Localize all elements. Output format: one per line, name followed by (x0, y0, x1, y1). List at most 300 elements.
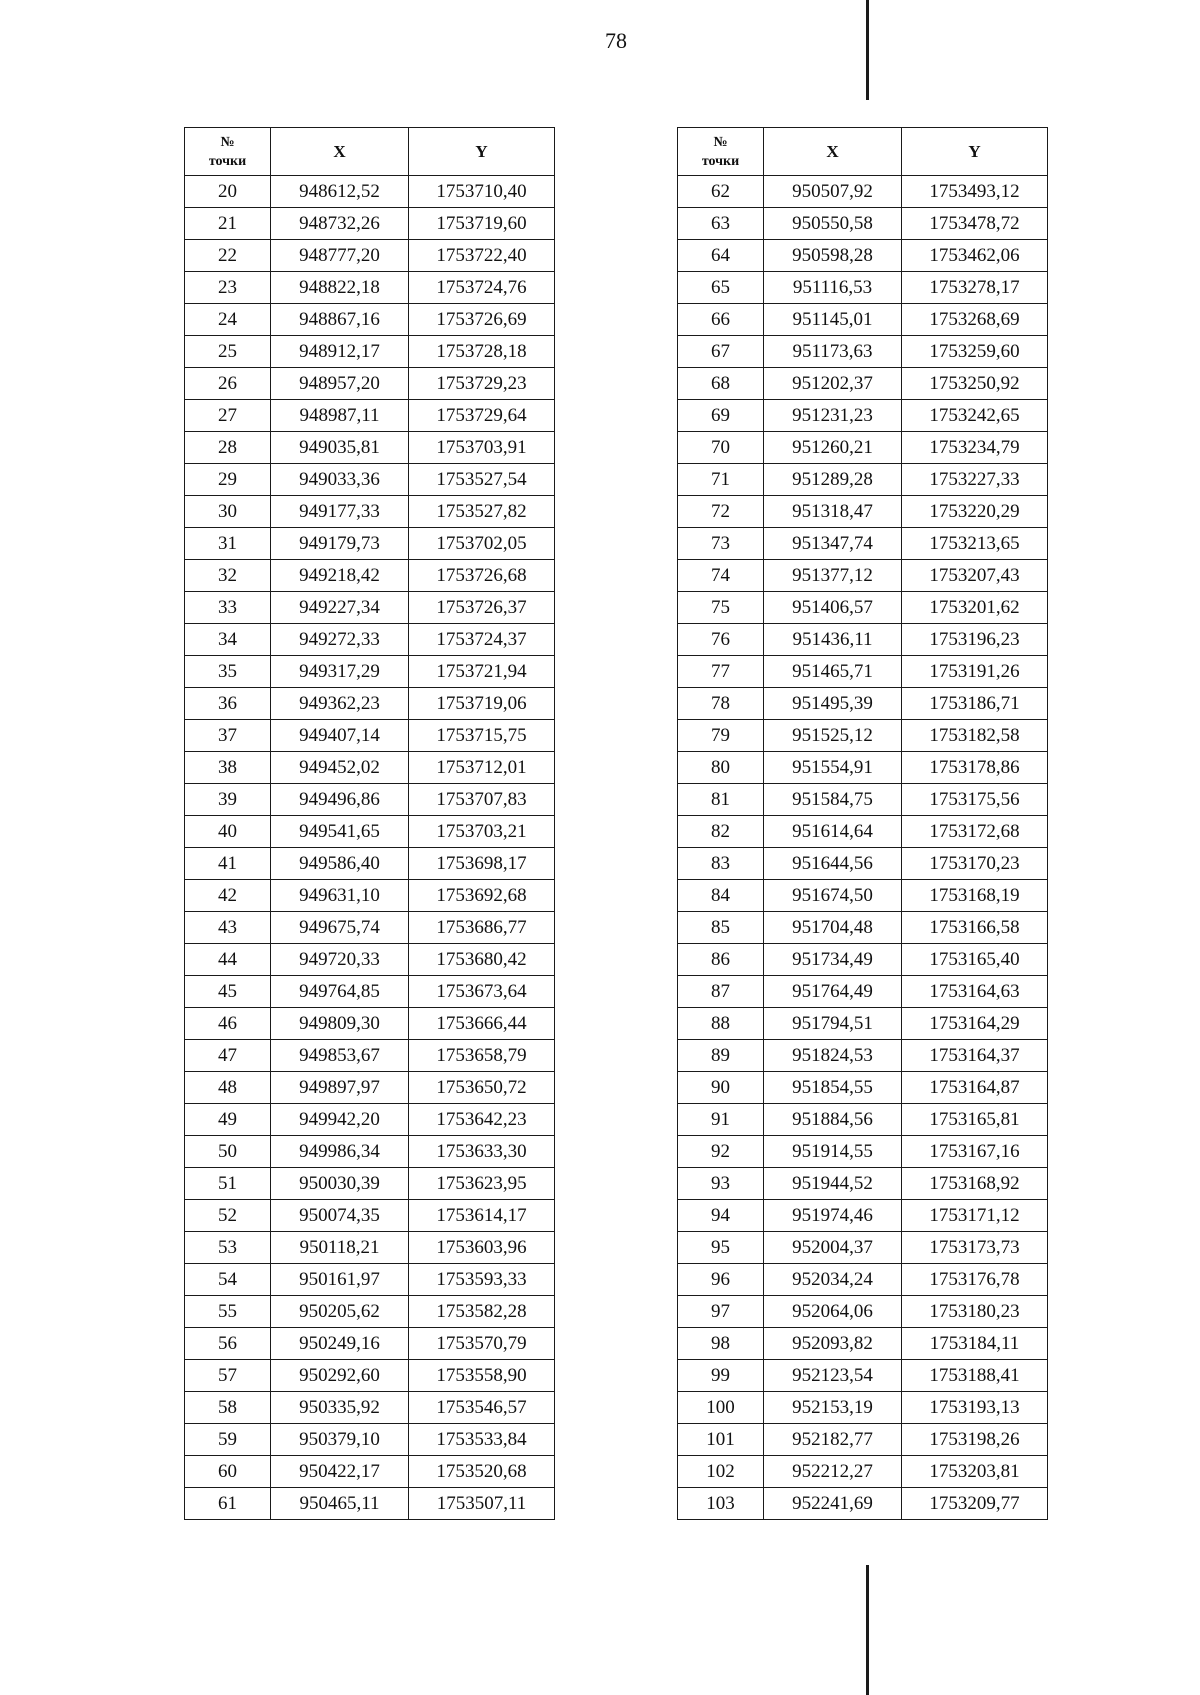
cell-x: 949033,36 (271, 464, 409, 496)
cell-y: 1753507,11 (409, 1488, 555, 1520)
cell-y: 1753493,12 (902, 176, 1048, 208)
cell-point-number: 27 (185, 400, 271, 432)
cell-point-number: 74 (678, 560, 764, 592)
cell-point-number: 23 (185, 272, 271, 304)
cell-x: 951794,51 (764, 1008, 902, 1040)
cell-x: 952182,77 (764, 1424, 902, 1456)
cell-x: 951289,28 (764, 464, 902, 496)
cell-x: 949272,33 (271, 624, 409, 656)
cell-point-number: 63 (678, 208, 764, 240)
cell-point-number: 34 (185, 624, 271, 656)
table-header-row (678, 128, 1048, 176)
cell-point-number: 73 (678, 528, 764, 560)
page-number: 78 (605, 28, 627, 53)
table-row (678, 400, 1048, 432)
cell-point-number: 69 (678, 400, 764, 432)
cell-point-number: 46 (185, 1008, 271, 1040)
cell-y: 1753164,29 (902, 1008, 1048, 1040)
table-row (185, 1072, 555, 1104)
cell-point-number: 76 (678, 624, 764, 656)
cell-x: 952034,24 (764, 1264, 902, 1296)
cell-point-number: 31 (185, 528, 271, 560)
cell-point-number: 99 (678, 1360, 764, 1392)
cell-y: 1753201,62 (902, 592, 1048, 624)
cell-x: 949317,29 (271, 656, 409, 688)
cell-y: 1753710,40 (409, 176, 555, 208)
header-y: Y (902, 128, 1048, 176)
cell-x: 950161,97 (271, 1264, 409, 1296)
cell-y: 1753726,69 (409, 304, 555, 336)
cell-point-number: 47 (185, 1040, 271, 1072)
cell-y: 1753703,21 (409, 816, 555, 848)
header-no-sign: № (220, 134, 235, 150)
cell-y: 1753686,77 (409, 912, 555, 944)
cell-x: 951704,48 (764, 912, 902, 944)
cell-y: 1753164,87 (902, 1072, 1048, 1104)
table-row (185, 1104, 555, 1136)
cell-x: 952004,37 (764, 1232, 902, 1264)
cell-x: 950074,35 (271, 1200, 409, 1232)
cell-point-number: 78 (678, 688, 764, 720)
cell-y: 1753170,23 (902, 848, 1048, 880)
cell-x: 949586,40 (271, 848, 409, 880)
table-row (185, 1040, 555, 1072)
table-row (185, 784, 555, 816)
cell-x: 950249,16 (271, 1328, 409, 1360)
cell-x: 951644,56 (764, 848, 902, 880)
cell-x: 948987,11 (271, 400, 409, 432)
cell-y: 1753259,60 (902, 336, 1048, 368)
cell-point-number: 43 (185, 912, 271, 944)
cell-x: 950550,58 (764, 208, 902, 240)
cell-point-number: 68 (678, 368, 764, 400)
cell-x: 949179,73 (271, 528, 409, 560)
header-point-number (678, 128, 764, 176)
cell-point-number: 51 (185, 1168, 271, 1200)
cell-point-number: 71 (678, 464, 764, 496)
table-row (678, 1104, 1048, 1136)
table-row (678, 816, 1048, 848)
table-row (185, 624, 555, 656)
cell-point-number: 53 (185, 1232, 271, 1264)
coordinates-table-right (677, 127, 1048, 1520)
table-row (185, 1456, 555, 1488)
cell-y: 1753650,72 (409, 1072, 555, 1104)
table-row (185, 1392, 555, 1424)
cell-y: 1753188,41 (902, 1360, 1048, 1392)
cell-y: 1753196,23 (902, 624, 1048, 656)
table-row (185, 528, 555, 560)
cell-point-number: 84 (678, 880, 764, 912)
cell-x: 951764,49 (764, 976, 902, 1008)
cell-x: 950030,39 (271, 1168, 409, 1200)
cell-y: 1753698,17 (409, 848, 555, 880)
cell-x: 949362,23 (271, 688, 409, 720)
table-row (185, 496, 555, 528)
cell-y: 1753178,86 (902, 752, 1048, 784)
cell-y: 1753164,63 (902, 976, 1048, 1008)
cell-point-number: 59 (185, 1424, 271, 1456)
cell-x: 952123,54 (764, 1360, 902, 1392)
table-row (185, 304, 555, 336)
cell-point-number: 70 (678, 432, 764, 464)
cell-x: 948612,52 (271, 176, 409, 208)
cell-x: 950118,21 (271, 1232, 409, 1264)
cell-y: 1753172,68 (902, 816, 1048, 848)
table-row (185, 1424, 555, 1456)
cell-x: 951525,12 (764, 720, 902, 752)
cell-y: 1753722,40 (409, 240, 555, 272)
cell-y: 1753726,68 (409, 560, 555, 592)
cell-x: 951260,21 (764, 432, 902, 464)
cell-point-number: 48 (185, 1072, 271, 1104)
cell-x: 949227,34 (271, 592, 409, 624)
table-row (185, 1488, 555, 1520)
table-row (185, 464, 555, 496)
cell-x: 948912,17 (271, 336, 409, 368)
cell-point-number: 30 (185, 496, 271, 528)
table-row (678, 1296, 1048, 1328)
cell-x: 951347,74 (764, 528, 902, 560)
cell-point-number: 54 (185, 1264, 271, 1296)
cell-y: 1753719,06 (409, 688, 555, 720)
table-row (185, 368, 555, 400)
cell-x: 951116,53 (764, 272, 902, 304)
table-row (678, 560, 1048, 592)
cell-x: 948822,18 (271, 272, 409, 304)
cell-point-number: 32 (185, 560, 271, 592)
cell-y: 1753165,40 (902, 944, 1048, 976)
cell-x: 951974,46 (764, 1200, 902, 1232)
table-row (678, 1392, 1048, 1424)
header-x: X (271, 128, 409, 176)
cell-y: 1753715,75 (409, 720, 555, 752)
cell-point-number: 61 (185, 1488, 271, 1520)
cell-x: 949177,33 (271, 496, 409, 528)
cell-x: 949218,42 (271, 560, 409, 592)
table-row (678, 592, 1048, 624)
cell-y: 1753728,18 (409, 336, 555, 368)
cell-x: 950598,28 (764, 240, 902, 272)
cell-point-number: 44 (185, 944, 271, 976)
table-row (185, 1008, 555, 1040)
cell-x: 951495,39 (764, 688, 902, 720)
cell-x: 952153,19 (764, 1392, 902, 1424)
cell-x: 951318,47 (764, 496, 902, 528)
table-row (185, 880, 555, 912)
cell-point-number: 101 (678, 1424, 764, 1456)
cell-y: 1753724,76 (409, 272, 555, 304)
cell-y: 1753603,96 (409, 1232, 555, 1264)
cell-x: 951584,75 (764, 784, 902, 816)
cell-point-number: 85 (678, 912, 764, 944)
cell-x: 949942,20 (271, 1104, 409, 1136)
cell-point-number: 62 (678, 176, 764, 208)
cell-y: 1753250,92 (902, 368, 1048, 400)
cell-point-number: 100 (678, 1392, 764, 1424)
cell-y: 1753234,79 (902, 432, 1048, 464)
cell-x: 950205,62 (271, 1296, 409, 1328)
cell-y: 1753729,23 (409, 368, 555, 400)
cell-x: 949675,74 (271, 912, 409, 944)
table-row (678, 784, 1048, 816)
cell-y: 1753712,01 (409, 752, 555, 784)
cell-point-number: 93 (678, 1168, 764, 1200)
header-no-sign: № (713, 134, 728, 150)
table-row (185, 848, 555, 880)
table-header-row (185, 128, 555, 176)
cell-y: 1753168,92 (902, 1168, 1048, 1200)
cell-x: 949853,67 (271, 1040, 409, 1072)
table-row (185, 720, 555, 752)
cell-x: 948957,20 (271, 368, 409, 400)
cell-x: 951436,11 (764, 624, 902, 656)
cell-point-number: 38 (185, 752, 271, 784)
cell-point-number: 65 (678, 272, 764, 304)
cell-y: 1753546,57 (409, 1392, 555, 1424)
cell-point-number: 29 (185, 464, 271, 496)
table-row (185, 1264, 555, 1296)
cell-point-number: 52 (185, 1200, 271, 1232)
table-row (678, 1040, 1048, 1072)
table-row (678, 912, 1048, 944)
cell-y: 1753527,54 (409, 464, 555, 496)
cell-point-number: 86 (678, 944, 764, 976)
table-row (185, 976, 555, 1008)
cell-x: 949720,33 (271, 944, 409, 976)
cell-point-number: 58 (185, 1392, 271, 1424)
cell-y: 1753168,19 (902, 880, 1048, 912)
cell-y: 1753209,77 (902, 1488, 1048, 1520)
cell-point-number: 94 (678, 1200, 764, 1232)
table-row (678, 1232, 1048, 1264)
cell-point-number: 79 (678, 720, 764, 752)
cell-y: 1753176,78 (902, 1264, 1048, 1296)
table-row (678, 1136, 1048, 1168)
cell-y: 1753593,33 (409, 1264, 555, 1296)
table-row (678, 1456, 1048, 1488)
cell-point-number: 28 (185, 432, 271, 464)
cell-y: 1753227,33 (902, 464, 1048, 496)
cell-y: 1753193,13 (902, 1392, 1048, 1424)
cell-point-number: 37 (185, 720, 271, 752)
cell-x: 948867,16 (271, 304, 409, 336)
cell-x: 948732,26 (271, 208, 409, 240)
cell-x: 950507,92 (764, 176, 902, 208)
table-row (678, 368, 1048, 400)
cell-y: 1753724,37 (409, 624, 555, 656)
cell-x: 949407,14 (271, 720, 409, 752)
cell-point-number: 90 (678, 1072, 764, 1104)
table-row (678, 624, 1048, 656)
cell-point-number: 26 (185, 368, 271, 400)
cell-y: 1753278,17 (902, 272, 1048, 304)
cell-y: 1753213,65 (902, 528, 1048, 560)
cell-point-number: 49 (185, 1104, 271, 1136)
table-row (185, 1328, 555, 1360)
cell-x: 951944,52 (764, 1168, 902, 1200)
table-row (678, 176, 1048, 208)
cell-y: 1753707,83 (409, 784, 555, 816)
cell-y: 1753164,37 (902, 1040, 1048, 1072)
cell-point-number: 96 (678, 1264, 764, 1296)
table-row (678, 272, 1048, 304)
cell-y: 1753207,43 (902, 560, 1048, 592)
table-row (678, 1328, 1048, 1360)
cell-point-number: 83 (678, 848, 764, 880)
table-row (678, 1488, 1048, 1520)
table-row (185, 688, 555, 720)
cell-y: 1753558,90 (409, 1360, 555, 1392)
cell-point-number: 22 (185, 240, 271, 272)
cell-y: 1753180,23 (902, 1296, 1048, 1328)
header-y: Y (409, 128, 555, 176)
cell-x: 951824,53 (764, 1040, 902, 1072)
cell-y: 1753167,16 (902, 1136, 1048, 1168)
cell-y: 1753533,84 (409, 1424, 555, 1456)
table-row (678, 336, 1048, 368)
binding-line-top (866, 0, 869, 100)
cell-x: 951674,50 (764, 880, 902, 912)
cell-point-number: 56 (185, 1328, 271, 1360)
table-row (185, 336, 555, 368)
cell-y: 1753175,56 (902, 784, 1048, 816)
table-row (185, 1168, 555, 1200)
header-point-number (185, 128, 271, 176)
cell-x: 951734,49 (764, 944, 902, 976)
table-row (185, 752, 555, 784)
cell-y: 1753520,68 (409, 1456, 555, 1488)
cell-point-number: 102 (678, 1456, 764, 1488)
cell-point-number: 25 (185, 336, 271, 368)
table-row (185, 592, 555, 624)
cell-y: 1753173,73 (902, 1232, 1048, 1264)
table-row (185, 1232, 555, 1264)
table-row (678, 528, 1048, 560)
cell-point-number: 67 (678, 336, 764, 368)
cell-y: 1753570,79 (409, 1328, 555, 1360)
header-point-label: точки (208, 153, 247, 169)
cell-x: 949986,34 (271, 1136, 409, 1168)
cell-point-number: 75 (678, 592, 764, 624)
table-row (678, 496, 1048, 528)
table-row (678, 1360, 1048, 1392)
cell-point-number: 87 (678, 976, 764, 1008)
cell-point-number: 24 (185, 304, 271, 336)
cell-y: 1753658,79 (409, 1040, 555, 1072)
cell-point-number: 103 (678, 1488, 764, 1520)
header-x: X (764, 128, 902, 176)
cell-x: 950292,60 (271, 1360, 409, 1392)
cell-point-number: 81 (678, 784, 764, 816)
cell-x: 951614,64 (764, 816, 902, 848)
cell-y: 1753680,42 (409, 944, 555, 976)
cell-y: 1753198,26 (902, 1424, 1048, 1456)
table-row (185, 272, 555, 304)
cell-x: 951554,91 (764, 752, 902, 784)
cell-point-number: 91 (678, 1104, 764, 1136)
cell-x: 949452,02 (271, 752, 409, 784)
cell-x: 951406,57 (764, 592, 902, 624)
cell-point-number: 77 (678, 656, 764, 688)
cell-point-number: 80 (678, 752, 764, 784)
cell-point-number: 57 (185, 1360, 271, 1392)
table-row (678, 240, 1048, 272)
cell-point-number: 33 (185, 592, 271, 624)
cell-x: 951884,56 (764, 1104, 902, 1136)
table-row (678, 752, 1048, 784)
cell-y: 1753719,60 (409, 208, 555, 240)
cell-point-number: 35 (185, 656, 271, 688)
table-row (678, 464, 1048, 496)
cell-x: 951145,01 (764, 304, 902, 336)
table-row (678, 944, 1048, 976)
cell-x: 951173,63 (764, 336, 902, 368)
cell-y: 1753673,64 (409, 976, 555, 1008)
table-row (185, 176, 555, 208)
cell-y: 1753527,82 (409, 496, 555, 528)
table-row (185, 1200, 555, 1232)
table-row (678, 976, 1048, 1008)
cell-point-number: 21 (185, 208, 271, 240)
cell-y: 1753582,28 (409, 1296, 555, 1328)
cell-x: 951202,37 (764, 368, 902, 400)
table-row (185, 1296, 555, 1328)
table-row (678, 1008, 1048, 1040)
cell-x: 950465,11 (271, 1488, 409, 1520)
cell-point-number: 36 (185, 688, 271, 720)
cell-x: 952241,69 (764, 1488, 902, 1520)
cell-point-number: 92 (678, 1136, 764, 1168)
table-row (185, 208, 555, 240)
cell-x: 949764,85 (271, 976, 409, 1008)
cell-y: 1753478,72 (902, 208, 1048, 240)
cell-y: 1753614,17 (409, 1200, 555, 1232)
cell-point-number: 66 (678, 304, 764, 336)
table-row (678, 1072, 1048, 1104)
cell-x: 949035,81 (271, 432, 409, 464)
table-row (678, 848, 1048, 880)
table-row (185, 1360, 555, 1392)
cell-point-number: 60 (185, 1456, 271, 1488)
cell-x: 950422,17 (271, 1456, 409, 1488)
cell-point-number: 20 (185, 176, 271, 208)
cell-y: 1753623,95 (409, 1168, 555, 1200)
table-row (678, 1200, 1048, 1232)
cell-point-number: 98 (678, 1328, 764, 1360)
cell-y: 1753186,71 (902, 688, 1048, 720)
cell-y: 1753703,91 (409, 432, 555, 464)
cell-y: 1753666,44 (409, 1008, 555, 1040)
cell-x: 952212,27 (764, 1456, 902, 1488)
cell-y: 1753726,37 (409, 592, 555, 624)
table-row (678, 432, 1048, 464)
cell-y: 1753692,68 (409, 880, 555, 912)
header-point-label: точки (701, 153, 740, 169)
cell-point-number: 55 (185, 1296, 271, 1328)
table-row (185, 432, 555, 464)
table-row (678, 1264, 1048, 1296)
cell-x: 951854,55 (764, 1072, 902, 1104)
table-row (678, 304, 1048, 336)
cell-y: 1753166,58 (902, 912, 1048, 944)
cell-x: 949496,86 (271, 784, 409, 816)
cell-x: 950379,10 (271, 1424, 409, 1456)
table-row (678, 880, 1048, 912)
cell-point-number: 88 (678, 1008, 764, 1040)
table-row (678, 656, 1048, 688)
binding-line-bottom (866, 1565, 869, 1695)
